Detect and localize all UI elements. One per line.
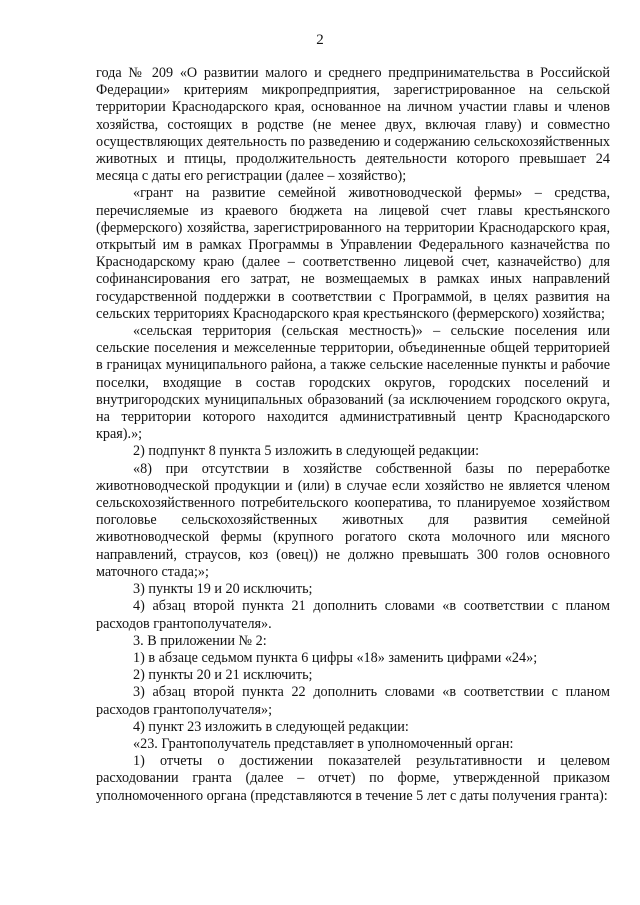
paragraph-section-3: 3. В приложении № 2:	[133, 632, 267, 649]
paragraph-point-23: «23. Грантополучатель представляет в уполномоченный орган:	[133, 735, 514, 752]
document-body	[96, 65, 610, 805]
paragraph-annex-item-2: 2) пункты 20 и 21 исключить;	[133, 667, 313, 684]
paragraph-annex-item-4: 4) пункт 23 изложить в следующей редакции:	[133, 718, 409, 735]
paragraph-grant-definition: «грант на развитие семейной животноводческой фермы» – средства, перечисляемые из краевого бюджета на лицевой счет главы крестьянского (фермерского) хозяйства, зарегистрированного на территории Краснодарского края, открытый им в рамках Программы в Управлении Федерального казначейства по Краснодарскому краю (далее – соответственно лицевой счет, казначейство) для софинансирования его затрат, не возмещаемых в рамках иных направлений государственной поддержки в соответствии с Программой, в целях развития на сельских территориях Краснодарского края крестьянского (фермерского) хозяйства;	[96, 185, 610, 322]
paragraph-point-23-subitem-1: 1) отчеты о достижении показателей результативности и целевом расходовании гранта (далее – отчет) по форме, утвержденной приказом уполномоченного органа (представляются в течение 5 лет с даты получения гранта):	[96, 753, 610, 804]
paragraph-continuation: года № 209 «О развитии малого и среднего предпринимательства в Российской Федерации» критериям микропредприятия, зарегистрированное на сельской территории Краснодарского края, основанное на личном участии главы и членов хозяйства, состоящих в родстве (не менее двух, включая главу) и совместно осуществляющих деятельность по разведению и содержанию сельскохозяйственных животных и птицы, продолжительность деятельности которого превышает 24 месяца с даты его регистрации (далее – хозяйство);	[96, 65, 610, 185]
paragraph-item-4: 4) абзац второй пункта 21 дополнить словами «в соответствии с планом расходов грантополучателя».	[96, 598, 610, 632]
page-number: 2	[316, 32, 324, 48]
paragraph-annex-item-3: 3) абзац второй пункта 22 дополнить словами «в соответствии с планом расходов грантополучателя»;	[96, 684, 610, 718]
paragraph-item-2: 2) подпункт 8 пункта 5 изложить в следующей редакции:	[133, 443, 480, 460]
paragraph-rural-territory-definition: «сельская территория (сельская местность)» – сельские поселения или сельские поселения и межселенные территории, объединенные общей территорией в границах муниципального района, а также сельские населенные пункты и рабочие поселки, входящие в состав городских округов, городских поселений и внутригородских муниципальных образований (за исключением городского округа, на территории которого находится административный центр Краснодарского края).»;	[96, 323, 610, 443]
paragraph-annex-item-1: 1) в абзаце седьмом пункта 6 цифры «18» заменить цифрами «24»;	[133, 649, 538, 666]
paragraph-item-3: 3) пункты 19 и 20 исключить;	[133, 581, 313, 598]
paragraph-subitem-8: «8) при отсутствии в хозяйстве собственной базы по переработке животноводческой продукции и (или) в случае если хозяйство не является членом сельскохозяйственного потребительского кооператива, то планируемое хозяйством поголовье сельскохозяйственных животных для развития семейной животноводческой фермы (крупного рогатого скота молочного или мясного направлений, страусов, коз (овец)) не должно превышать 300 голов основного маточного стада;»;	[96, 460, 610, 580]
